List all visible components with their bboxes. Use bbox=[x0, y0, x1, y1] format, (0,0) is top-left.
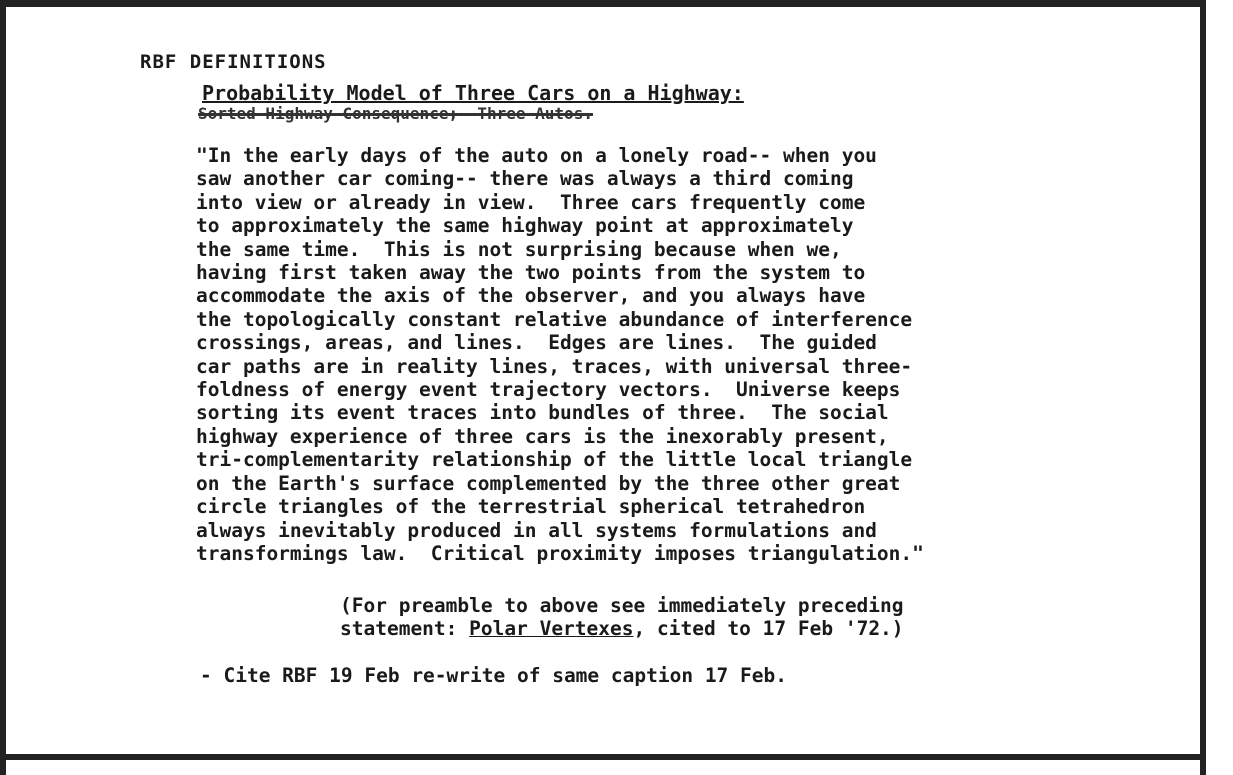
struck-out-text-1: Sorted Highway Consequence; bbox=[198, 104, 459, 123]
entry-title: Probability Model of Three Cars on a Highway: bbox=[202, 81, 744, 105]
citation-line: - Cite RBF 19 Feb re-write of same caption 17 Feb. bbox=[200, 664, 787, 687]
quote-line: on the Earth's surface complemented by the three other great bbox=[196, 471, 901, 495]
frame-border-right bbox=[1200, 0, 1206, 775]
note-line-2 bbox=[340, 617, 904, 640]
struck-out-line bbox=[198, 104, 593, 123]
quote-line: the same time. This is not surprising because when we, bbox=[196, 237, 842, 261]
quote-line: foldness of energy event trajectory vectors. Universe keeps bbox=[196, 378, 901, 402]
quote-line: "In the early days of the auto on a lonely road-- when you bbox=[196, 144, 877, 167]
quote-line: saw another car coming-- there was always a third coming bbox=[196, 167, 854, 191]
quote-line: accommodate the axis of the observer, and you always have bbox=[196, 284, 866, 308]
quote-line: into view or already in view. Three cars frequently come bbox=[196, 190, 866, 214]
note-line-1: (For preamble to above see immediately preceding bbox=[340, 594, 904, 617]
quote-line: circle triangles of the terrestrial spherical tetrahedron bbox=[196, 495, 866, 519]
quote-line: sorting its event traces into bundles of three. The social bbox=[196, 401, 889, 425]
quote-line: having first taken away the two points from the system to bbox=[196, 261, 866, 285]
note-line-2-prefix: statement: bbox=[340, 617, 470, 640]
frame-border-top bbox=[0, 0, 1206, 7]
quote-line: to approximately the same highway point at approximately bbox=[196, 214, 854, 238]
quote-line: car paths are in reality lines, traces, with universal three- bbox=[196, 354, 913, 378]
quote-line: highway experience of three cars is the inexorably present, bbox=[196, 424, 889, 448]
quote-line: the topologically constant relative abundance of interference bbox=[196, 307, 913, 331]
quote-line: always inevitably produced in all systems formulations and bbox=[196, 518, 877, 542]
note-line-2-suffix: , cited to 17 Feb '72.) bbox=[633, 617, 904, 640]
quote-line: tri-complementarity relationship of the little local triangle bbox=[196, 448, 913, 472]
document-header: RBF DEFINITIONS bbox=[140, 51, 327, 73]
frame-border-bottom bbox=[0, 754, 1206, 760]
preamble-note bbox=[340, 594, 904, 640]
quote-line: transformings law. Critical proximity imposes triangulation." bbox=[196, 541, 924, 565]
frame-border-left bbox=[0, 0, 6, 775]
struck-out-text-2: Three Autos. bbox=[477, 104, 593, 123]
quote-block bbox=[196, 144, 924, 565]
polar-vertexes-reference: Polar Vertexes bbox=[469, 617, 634, 640]
quote-line: crossings, areas, and lines. Edges are lines. The guided bbox=[196, 331, 877, 355]
